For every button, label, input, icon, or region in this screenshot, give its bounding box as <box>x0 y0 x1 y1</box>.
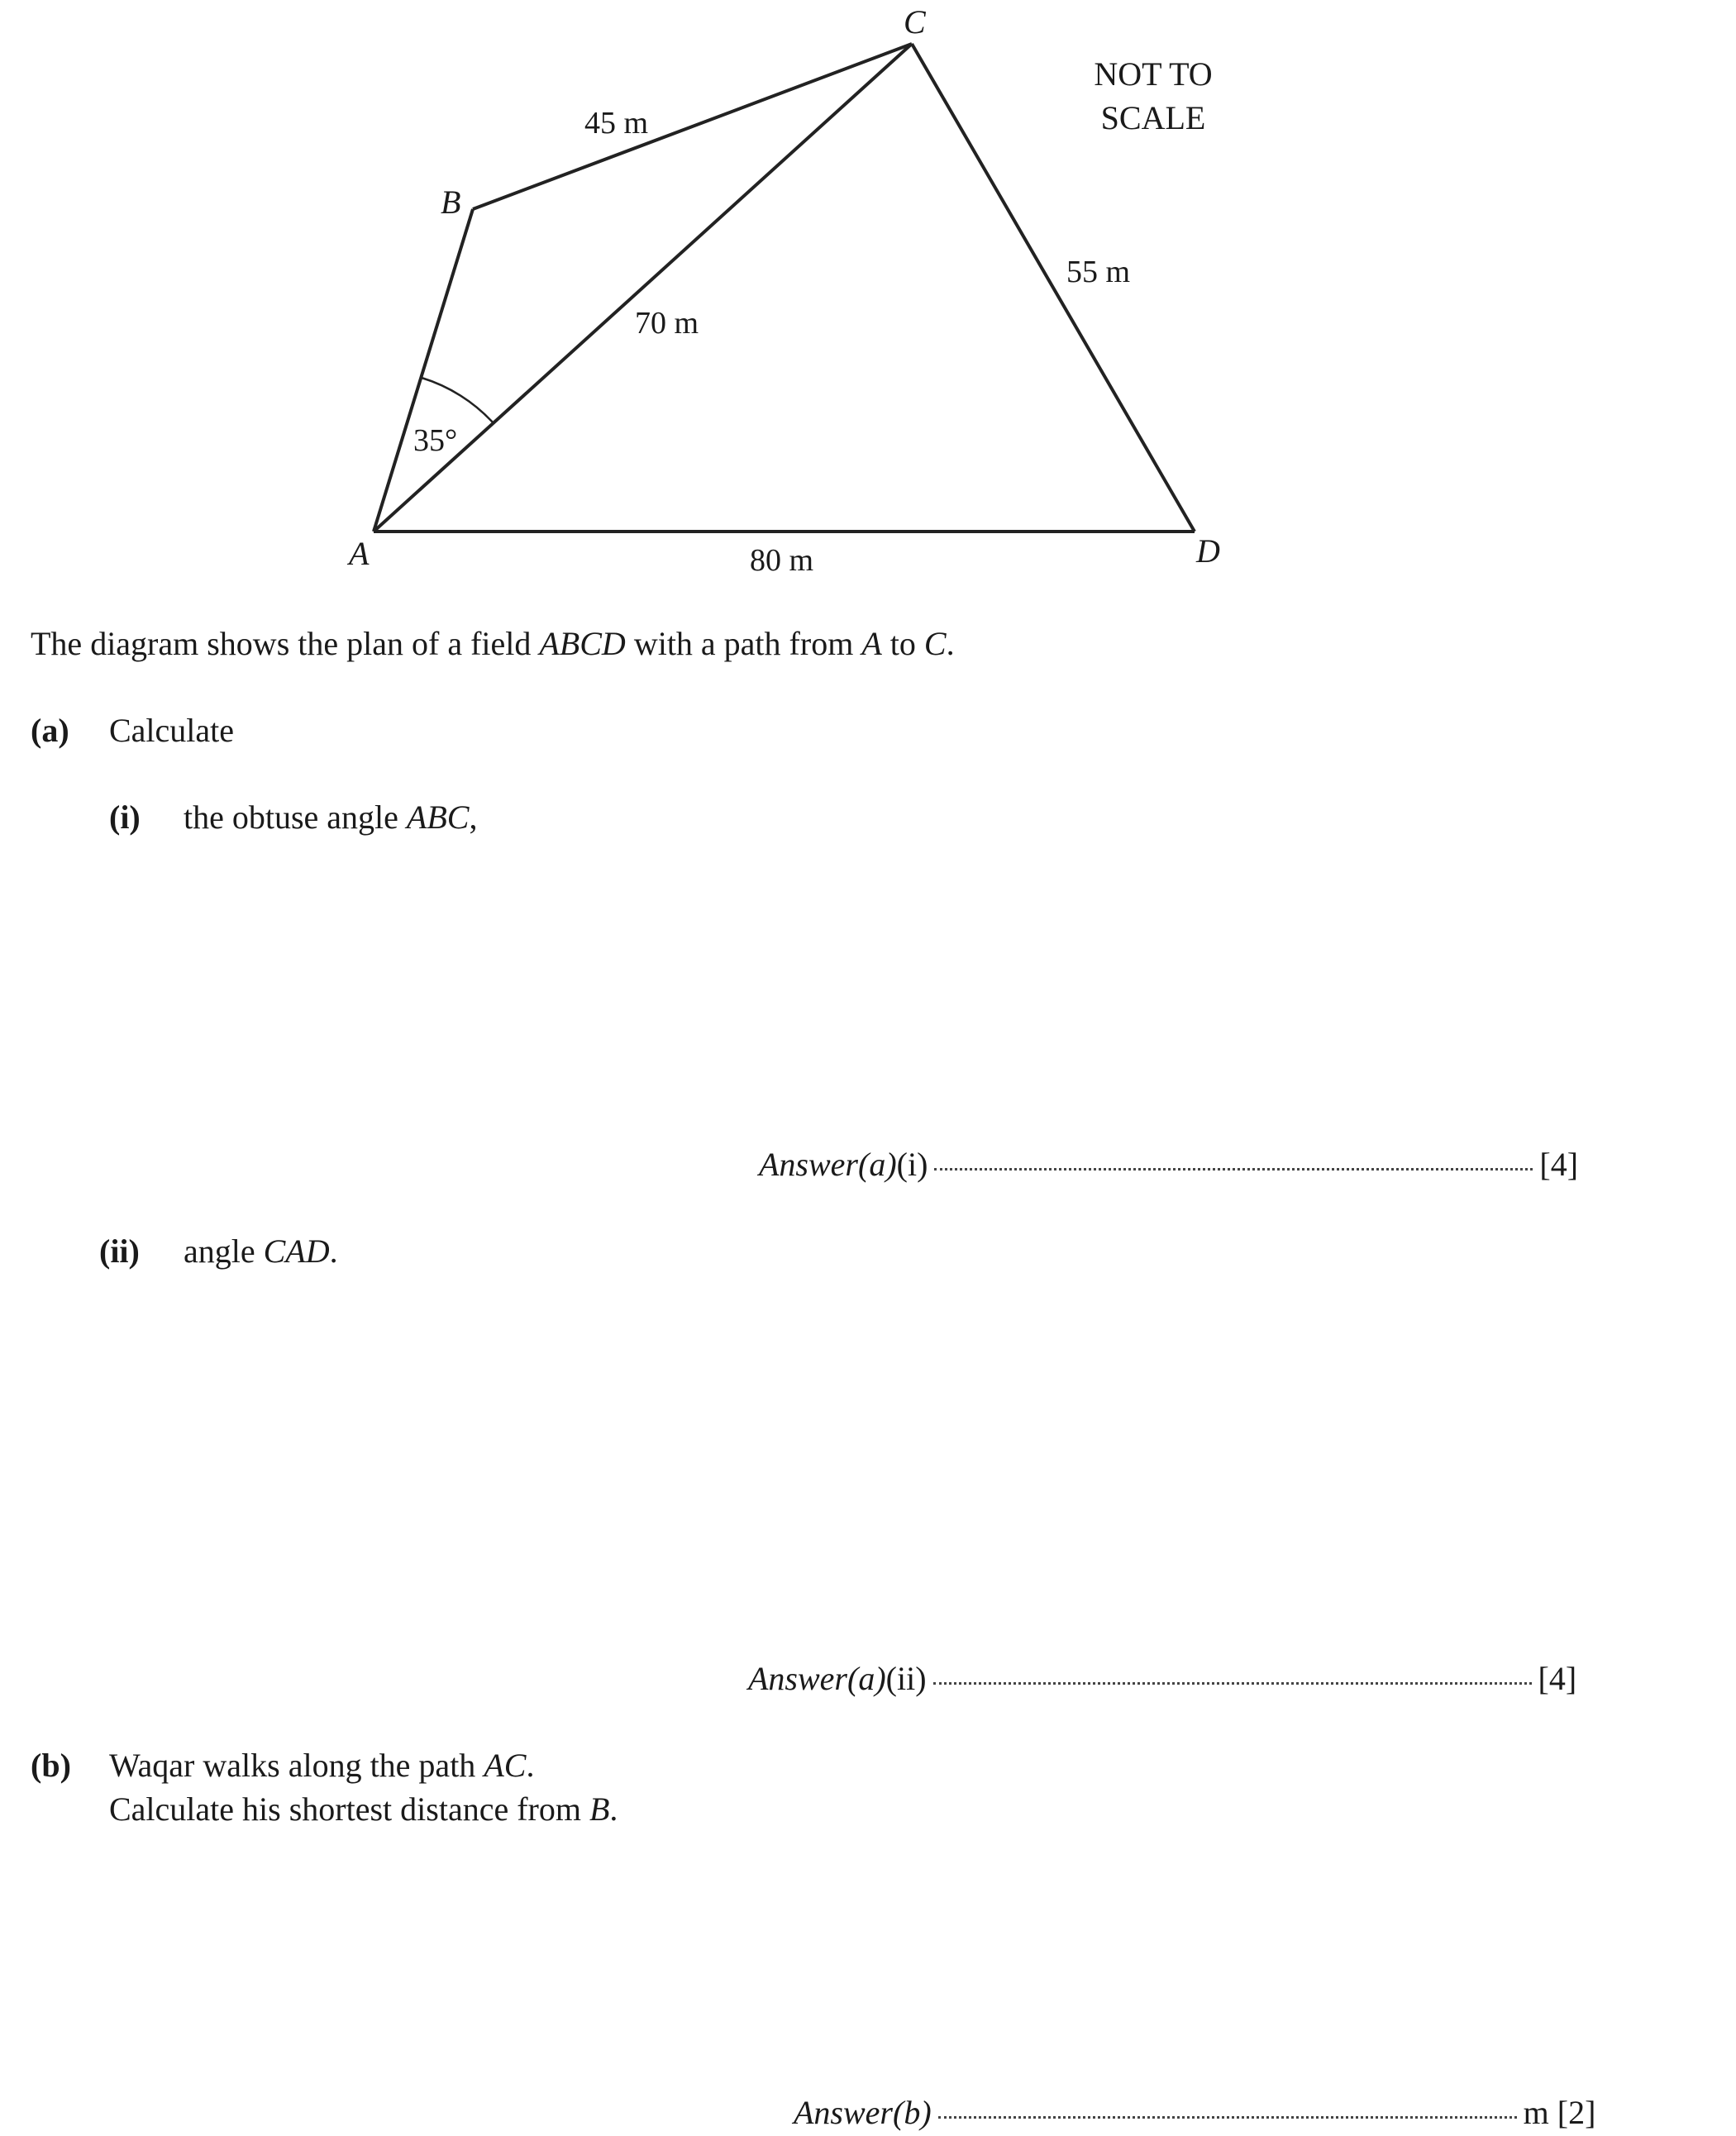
field-diagram <box>0 0 1736 595</box>
part-a-ii-end: . <box>329 1232 338 1270</box>
part-b-label: (b) <box>31 1747 71 1784</box>
answer-a-ii-sub: (ii) <box>885 1660 927 1697</box>
part-b-line2-text: Calculate his shortest distance from <box>109 1790 589 1828</box>
angle-label: 35° <box>413 423 458 458</box>
intro-text-to: to <box>881 625 924 662</box>
answer-a-i-field[interactable] <box>934 1168 1533 1171</box>
answer-a-i-marks: [4] <box>1539 1146 1579 1183</box>
part-b-line1 <box>109 1746 534 1785</box>
part-a-ii-label: (ii) <box>99 1232 140 1270</box>
answer-b-line <box>794 2093 1595 2132</box>
not-to-scale-line1: NOT TO <box>1094 55 1213 93</box>
part-a-i-question <box>184 798 477 837</box>
part-b-point: B <box>589 1790 610 1828</box>
edge-bc <box>473 44 912 209</box>
part-a-i-end: , <box>469 799 478 836</box>
answer-a-i-label: Answer(a) <box>759 1146 897 1183</box>
vertex-label-c: C <box>904 3 926 41</box>
part-a-ii-angle: CAD <box>263 1232 330 1270</box>
answer-b-marks: [2] <box>1557 2094 1596 2131</box>
vertex-label-a: A <box>349 535 370 572</box>
vertex-label-b: B <box>441 184 461 221</box>
length-label-cd: 55 m <box>1066 255 1131 289</box>
intro-text-middle: with a path from <box>625 625 862 662</box>
intro-text-before: The diagram shows the plan of a field <box>31 625 540 662</box>
length-label-bc: 45 m <box>584 106 649 141</box>
answer-b-unit: m <box>1523 2094 1549 2131</box>
part-a-ii-question <box>184 1232 338 1271</box>
part-b-line2-end: . <box>609 1790 618 1828</box>
part-b-line1-text: Waqar walks along the path <box>109 1747 484 1784</box>
answer-a-ii-line <box>748 1659 1576 1698</box>
answer-b-label: Answer(b) <box>794 2094 932 2131</box>
intro-field-name: ABCD <box>539 625 626 662</box>
length-label-ad: 80 m <box>750 543 814 578</box>
answer-a-ii-field[interactable] <box>933 1682 1532 1685</box>
intro-text-end: . <box>946 625 955 662</box>
vertex-label-d: D <box>1196 532 1220 570</box>
not-to-scale-line2: SCALE <box>1100 99 1206 136</box>
intro-text <box>31 624 955 663</box>
intro-from-point: A <box>861 625 882 662</box>
angle-arc-bac <box>422 378 494 423</box>
part-a-i-text: the obtuse angle <box>184 799 407 836</box>
answer-a-i-sub: (i) <box>896 1146 928 1183</box>
part-b-line2 <box>109 1790 618 1828</box>
part-b-path: AC <box>484 1747 527 1784</box>
answer-b-field[interactable] <box>938 2116 1517 2119</box>
part-a-ii-text: angle <box>184 1232 264 1270</box>
part-b-line1-end: . <box>526 1747 535 1784</box>
part-a-text: Calculate <box>109 712 235 749</box>
part-a-label: (a) <box>31 712 69 749</box>
answer-a-ii-label: Answer(a) <box>748 1660 886 1697</box>
part-a-i-label: (i) <box>109 799 141 836</box>
part-a-i-angle: ABC <box>406 799 470 836</box>
edge-ab <box>374 209 473 532</box>
intro-to-point: C <box>923 625 947 662</box>
answer-a-i-line <box>759 1145 1578 1184</box>
answer-a-ii-marks: [4] <box>1538 1660 1577 1697</box>
length-label-ac: 70 m <box>635 306 699 341</box>
